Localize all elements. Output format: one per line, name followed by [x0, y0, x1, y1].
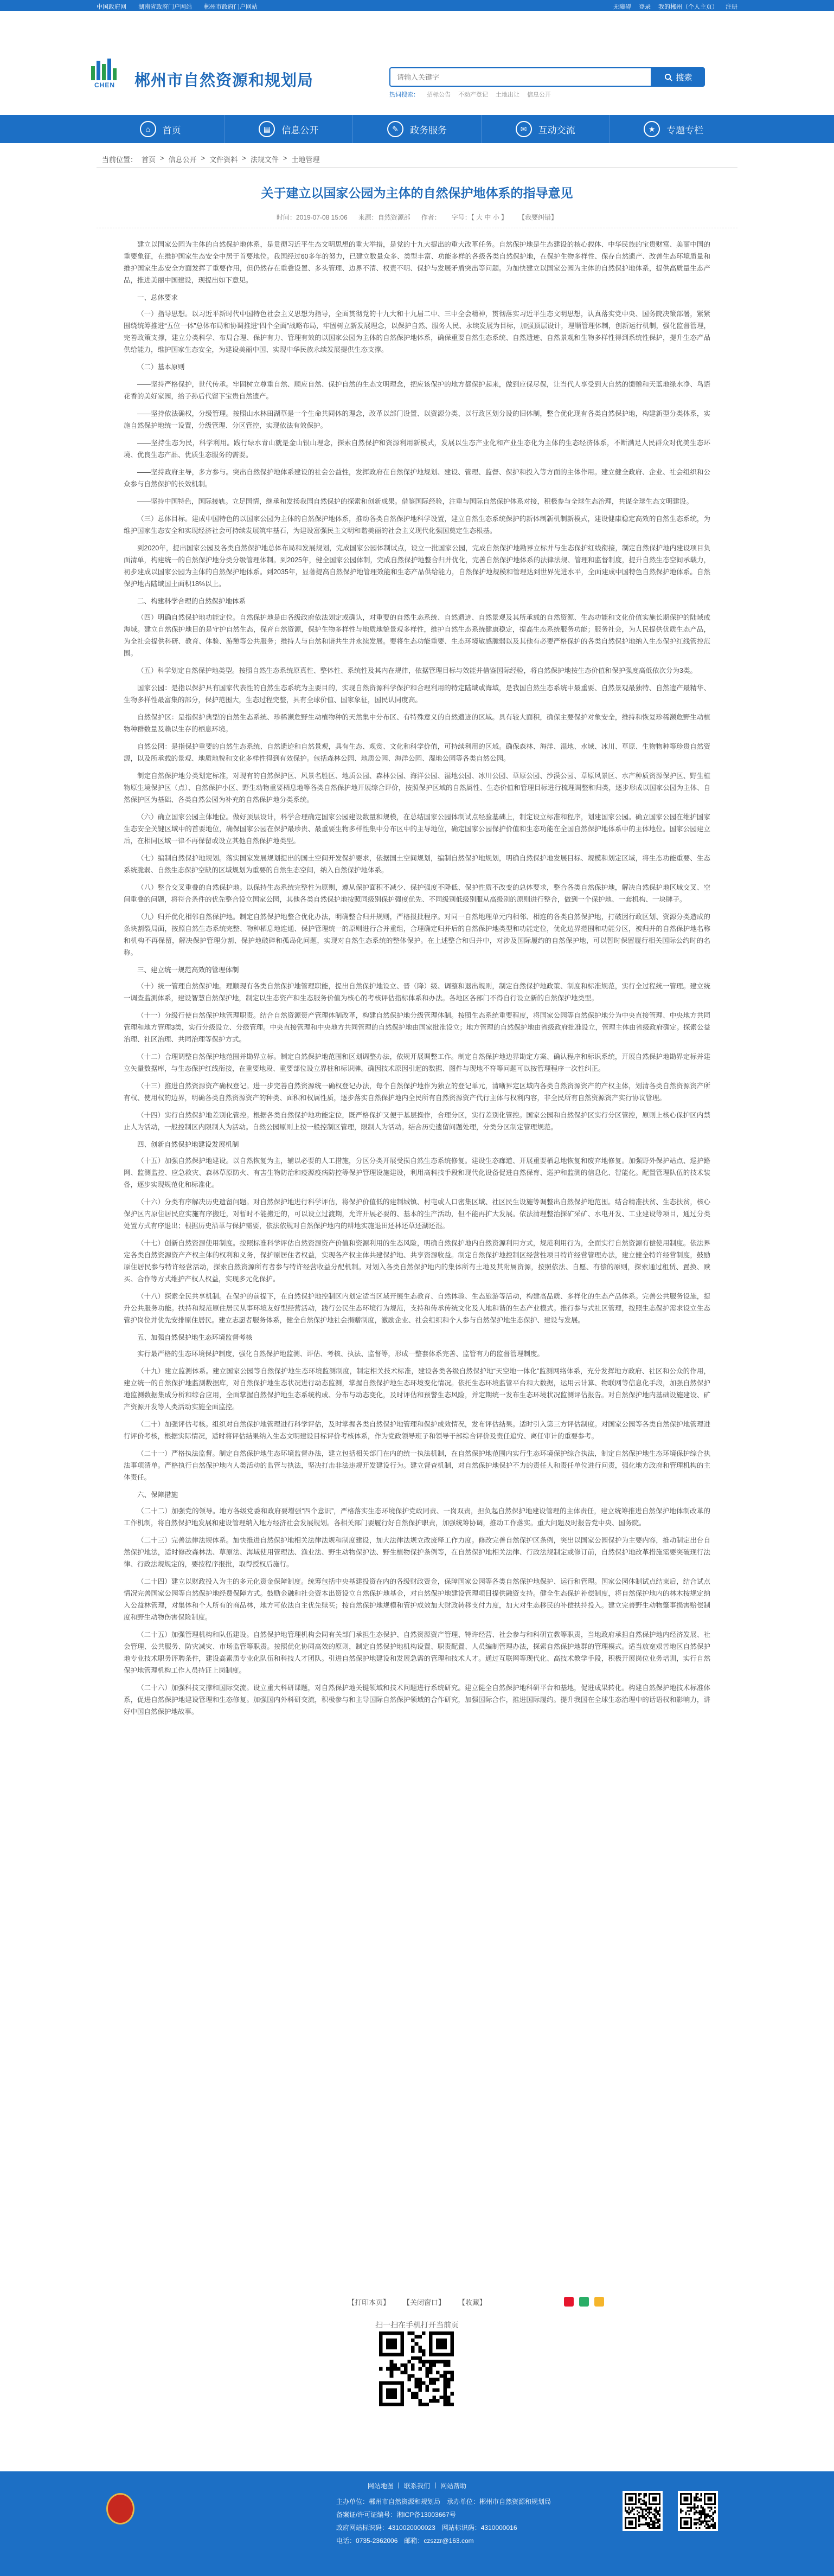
article-paragraph: 国家公园：是指以保护具有国家代表性的自然生态系统为主要目的，实现自然资源科学保护和合理利用的特定陆域或海域，是我国自然生态系统中最重要、自然景观最独特、自然遗产最精华、生物多样性最富集的部分，保护范围大，生态过程完整，具有全球价值、国家象征，国民认同度高。	[124, 684, 710, 704]
footer-link[interactable]: 网站帮助	[440, 2482, 467, 2490]
font-size-switch[interactable]: 字号：【 大 中 小 】	[451, 214, 508, 221]
nav-label: 专题专栏	[666, 125, 704, 136]
login-link[interactable]: 登录	[639, 4, 651, 10]
article-paragraph: （八）整合交叉重叠的自然保护地。以保持生态系统完整性为原则，遵从保护面积不减少、保护强度不降低、保护性质不改变的总体要求，整合各类自然保护地，解决自然保护地区域交叉、空间重叠的问题，将符合条件的优先整合设立国家公园，其他各类自然保护地按照同级别保护强度优先、不同级别低级别服从高级别的原则进行整合，做到一个保护地、一套机构、一块牌子。	[124, 884, 710, 903]
hot-word[interactable]: 信息公开	[527, 92, 551, 98]
article-paragraph: 实行最严格的生态环境保护制度，强化自然保护地监测、评估、考核、执法、监督等，形成一整套体系完善、监管有力的监督管理制度。	[137, 1350, 544, 1358]
site-logo[interactable]	[87, 54, 125, 93]
article-body	[124, 239, 710, 1723]
footer-link[interactable]: 网站地图	[367, 2482, 394, 2490]
article-paragraph: （二十二）加强党的领导。地方各级党委和政府要增强“四个意识”，严格落实生态环境保护党政同责、一岗双责，担负起自然保护地建设管理的主体责任，建立统筹推进自然保护地体制改革的工作机制，将自然保护地发展和建设管理纳入地方经济社会发展规划。各相关部门要履行好自然保护职责，加强统筹协调，推动工作落实。重大问题及时报告党中央、国务院。	[124, 1507, 710, 1527]
article-paragraph: ——坚持生态为民，科学利用。践行绿水青山就是金山银山理念，探索自然保护和资源利用新模式，发展以生态产业化和产业生态化为主体的生态经济体系，不断满足人民群众对优美生态环境、优良生态产品、优质生态服务的需要。	[124, 439, 710, 459]
footer-info-line: 备案证/许可证编号：湘ICP备13003667号	[336, 2511, 456, 2519]
author: 作者：	[421, 214, 441, 221]
section-heading: 一、总体要求	[137, 294, 178, 301]
top-left-links	[97, 2, 258, 11]
breadcrumb-label: 当前位置：	[102, 156, 138, 164]
article-paragraph: ——坚持严格保护，世代传承。牢固树立尊重自然、顺应自然、保护自然的生态文明理念，把应该保护的地方都保护起来，做到应保尽保，让当代人享受到大自然的馈赠和天蓝地绿水净、鸟语花香的美好家园，给子孙后代留下宝贵自然遗产。	[124, 381, 710, 400]
nav-label: 首页	[162, 125, 181, 136]
search-button-label: 搜索	[676, 73, 692, 82]
logo-text: CHEN	[94, 81, 116, 89]
weibo-qr-code	[678, 2491, 718, 2531]
main-nav	[0, 115, 834, 143]
article-paragraph: ——坚持中国特色，国际接轨。立足国情，继承和发扬我国自然保护的探索和创新成果。借鉴国际经验，注重与国际自然保护体系对接，积极参与全球生态治理，共谋全球生态文明建设。	[137, 498, 694, 505]
search-icon	[664, 73, 672, 81]
home-icon: ⌂	[140, 121, 156, 137]
article-paragraph: ——坚持政府主导，多方参与。突出自然保护地体系建设的社会公益性，发挥政府在自然保护地规划、建设、管理、监督、保护和投入等方面的主体作用。建立健全政府、企业、社会组织和公众参与自然保护的长效机制。	[124, 468, 710, 488]
article-paragraph: （二十五）加强管理机构和队伍建设。自然保护地管理机构会同有关部门承担生态保护、自然资源资产管理、特许经营、社会参与和科研宣教等职责，当地政府承担自然保护地内经济发展、社会管理、公共服务、防灾减灾、市场监管等职责。按照优化协同高效的原则，制定自然保护地机构设置、职责配置、人员编制管理办法，探索自然保护地群的管理模式。适当放宽艰苦地区自然保护地专业技术职务评聘条件，建设高素质专业化队伍和科技人才团队。引进自然保护地建设和发展急需的管理和技术人才。通过互联网等现代化、高技术教学手段，积极开展岗位业务培训，实行自然保护地管理机构工作人员持证上岗制度。	[124, 1631, 710, 1674]
top-link[interactable]: 中国政府网	[97, 4, 126, 10]
article-paragraph: （十九）建立监测体系。建立国家公园等自然保护地生态环境监测制度，制定相关技术标准，建设各类各级自然保护地“天空地一体化”监测网络体系，充分发挥地方政府、社区和公众的作用，建立统一的自然保护地监测数据库，对自然保护地生态状况进行动态监测，掌握自然保护地生态环境变化情况。依托生态环境监管平台和大数据，运用云计算、物联网等信息化手段，加强自然保护地监测数据集成分析和综合应用，全面掌握自然保护地生态系统构成、分布与动态变化，及时评估和预警生态风险，并定期统一发布生态环境状况监测评估报告。对自然保护地内基础设施建设、矿产资源开发等人类活动实施全面监控。	[124, 1367, 710, 1411]
share-qzone-icon[interactable]	[594, 2297, 604, 2307]
article-paragraph: （十）统一管理自然保护地。理顺现有各类自然保护地管理职能，提出自然保护地设立、晋（降）级、调整和退出规则，制定自然保护地政策、制度和标准规范，实行全过程统一管理。建立统一调查监测体系，建设智慧自然保护地，制定以生态资产和生态服务价值为核心的考核评估指标体系和办法。各地区各部门不得自行设立新的自然保护地类型。	[124, 982, 710, 1002]
site-title: 郴州市自然资源和规划局	[134, 72, 314, 89]
breadcrumb: 当前位置： 首页 > 信息公开 > 文件资料 > 法规文件 > 土地管理	[102, 154, 320, 164]
section-heading: 三、建立统一规范高效的管理体制	[137, 966, 239, 974]
article-paragraph: （二）基本原则	[137, 363, 185, 371]
breadcrumb-item[interactable]: 法规文件	[250, 156, 279, 164]
hot-word[interactable]: 招标公告	[427, 92, 451, 98]
article-paragraph: （十一）分级行使自然保护地管理职责。结合自然资源资产管理体制改革，构建自然保护地分级管理体制。按照生态系统重要程度，将国家公园等自然保护地分为中央直接管理、中央地方共同管理和地方管理3类，实行分级设立、分级管理。中央直接管理和中央地方共同管理的自然保护地由国家批准设立；地方管理的自然保护地由省级政府批准设立，管理主体由省级政府确定。探索公益治理、社区治理、共同治理等保护方式。	[124, 1012, 710, 1043]
nav-label: 信息公开	[281, 125, 319, 136]
footer-qr-codes	[623, 2491, 718, 2531]
search-input[interactable]	[390, 68, 651, 86]
report-error-link[interactable]: 【我要纠错】	[518, 214, 558, 221]
gov-emblem-icon[interactable]	[106, 2493, 134, 2524]
footer-info-line: 政府网站标识码：4310020000023 网站标识码：4310000016	[336, 2524, 517, 2532]
source: 来源：自然资源部	[358, 214, 410, 221]
section-heading: 二、构建科学合理的自然保护地体系	[137, 598, 246, 605]
accessibility-link[interactable]: 无障碍	[613, 4, 631, 10]
article-paragraph: （三）总体目标。建成中国特色的以国家公园为主体的自然保护地体系，推动各类自然保护地科学设置，建立自然生态系统保护的新体制新机制新模式，建设健康稳定高效的自然生态系统，为维护国家生态安全和实现经济社会可持续发展筑牢基石，为建设富强民主文明和谐美丽的社会主义现代化强国奠定生态根基。	[124, 515, 710, 535]
close-window-link[interactable]: 【关闭窗口】	[402, 2298, 445, 2307]
nav-label: 政务服务	[409, 125, 447, 136]
article-paragraph: （十八）探索全民共享机制。在保护的前提下，在自然保护地控制区内划定适当区域开展生态教育、自然体验、生态旅游等活动，构建高品质、多样化的生态产品体系。完善公共服务设施，提升公共服务功能。扶持和规范原住居民从事环境友好型经营活动，践行公民生态环境行为规范，支持和传承传统文化及人地和谐的生态产业模式。推行参与式社区管理，按照生态保护需求设立生态管护岗位并优先安排原住居民。建立志愿者服务体系，健全自然保护地社会捐赠制度，激励企业、社会组织和个人参与自然保护地生态保护、建设与发展。	[124, 1293, 710, 1324]
hot-word[interactable]: 土地出让	[496, 92, 519, 98]
footer-info	[336, 2495, 564, 2547]
article-paragraph: 自然公园：是指保护重要的自然生态系统、自然遗迹和自然景观，具有生态、观赏、文化和科学价值，可持续利用的区域。确保森林、海洋、湿地、水域、冰川、草原、生物物种等珍贵自然资源，以及所承载的景观、地质地貌和文化多样性得到有效保护。包括森林公园、地质公园、海洋公园、湿地公园等各类自然公园。	[124, 743, 710, 762]
article-paragraph: （十四）实行自然保护地差别化管控。根据各类自然保护地功能定位，既严格保护又便于基层操作，合理分区，实行差别化管控。国家公园和自然保护区实行分区管控，原则上核心保护区内禁止人为活动，一般控制区内限制人为活动。自然公园原则上按一般控制区管理，限制人为活动。结合历史遗留问题处理，分类分区制定管理规范。	[124, 1112, 710, 1131]
service-icon: ✎	[387, 121, 403, 137]
nav-special-topics[interactable]	[610, 115, 737, 143]
qr-caption: 扫一扫在手机打开当前页	[375, 2321, 459, 2329]
article-paragraph: （一）指导思想。以习近平新时代中国特色社会主义思想为指导，全面贯彻党的十九大和十九届二中、三中全会精神，贯彻落实习近平生态文明思想，认真落实党中央、国务院决策部署，紧紧围绕统筹推进“五位一体”总体布局和协调推进“四个全面”战略布局，牢固树立新发展理念，以保护自然、服务人民、永续发展为目标，加强顶层设计，理顺管理体制，创新运行机制，强化监督管理，完善政策支撑，建立分类科学、布局合理、保护有力、管理有效的以国家公园为主体的自然保护地体系，确保重要自然生态系统、自然遗迹、自然景观和生物多样性得到系统性保护，提升生态产品供给能力，维护国家生态安全，为建设美丽中国、实现中华民族永续发展提供生态支撑。	[124, 310, 710, 354]
share-weibo-icon[interactable]	[564, 2297, 574, 2307]
article-paragraph: （二十三）完善法律法规体系。加快推进自然保护地相关法律法规和制度建设，加大法律法规立改废释工作力度。修改完善自然保护区条例，突出以国家公园保护为主要内容，推动制定出台自然保护地法，适时修改森林法、草原法、海域使用管理法、渔业法、野生动物保护法、野生植物保护条例等，在自然保护地相关法律、行政法规制定或修订前，自然保护地改革措施需要突破现行法律、行政法规规定的，要按程序报批，取得授权后施行。	[124, 1537, 710, 1568]
breadcrumb-item[interactable]: 首页	[142, 156, 156, 164]
register-link[interactable]: 注册	[726, 4, 737, 10]
article-paragraph: （十六）分类有序解决历史遗留问题。对自然保护地进行科学评估，将保护价值低的建制城镇、村屯或人口密集区域、社区民生设施等调整出自然保护地范围。结合精准扶贫、生态扶贫，核心保护区内原住居民应实施有序搬迁，对暂时不能搬迁的，可以设立过渡期，允许开展必要的、基本的生产活动，但不能再扩大发展。依法清理整治探矿采矿、水电开发、工业建设等项目，通过分类处置方式有序退出；根据历史沿革与保护需要，依法依规对自然保护地内的耕地实施退田还林还草还湖还湿。	[124, 1198, 710, 1230]
article-paragraph: 制定自然保护地分类划定标准，对现有的自然保护区、风景名胜区、地质公园、森林公园、海洋公园、湿地公园、冰川公园、草原公园、沙漠公园、草原风景区、水产种质资源保护区、野生植物原生境保护区（点）、自然保护小区、野生动物重要栖息地等各类自然保护地开展综合评价，按照保护区域的自然属性、生态价值和管理目标进行梳理调整和归类，逐步形成以国家公园为主体、自然保护区为基础、各类自然公园为补充的自然保护地分类系统。	[124, 772, 710, 804]
article-paragraph: （十五）加强自然保护地建设。以自然恢复为主，辅以必要的人工措施，分区分类开展受损自然生态系统修复。建设生态廊道、开展重要栖息地恢复和废弃地修复。加强野外保护站点、巡护路网、监测监控、应急救灾、森林草原防火、有害生物防治和疫源疫病防控等保护管理设施建设，利用高科技手段和现代化设备促进自然保育、巡护和监测的信息化、智能化。配置管理队伍的技术装备，逐步实现规范化和标准化。	[124, 1157, 710, 1189]
nav-info-disclosure[interactable]	[225, 115, 354, 143]
article-paragraph: （十七）创新自然资源使用制度。按照标准科学评估自然资源资产价值和资源利用的生态风险，明确自然保护地内自然资源利用方式，规范利用行为，全面实行自然资源有偿使用制度。依法界定各类自然资源资产产权主体的权利和义务，保护原居住者权益，实现各产权主体共建保护地、共享资源收益。制定自然保护地控制区经营性项目特许经营管理办法，建立健全特许经营制度，鼓励原住居民参与特许经营活动，探索自然资源所有者参与特许经营收益分配机制。对划入各类自然保护地内的集体所有土地及其附属资源，按照依法、自愿、有偿的原则，探索通过租赁、置换、赎买、合作等方式维护产权人权益，实现多元化保护。	[124, 1239, 710, 1283]
article-paragraph: （七）编制自然保护地规划。落实国家发展规划提出的国土空间开发保护要求，依据国土空间规划，编制自然保护地规划，明确自然保护地发展目标、规模和划定区域，将生态功能重要、生态系统脆弱、自然生态保护空缺的区域规划为重要的自然生态空间，纳入自然保护地体系。	[124, 855, 710, 874]
document-icon: ▤	[259, 121, 275, 137]
footer-info-line: 电话：0735-2362006 邮箱：czszzr@163.com	[336, 2537, 474, 2545]
print-link[interactable]: 【打印本页】	[347, 2298, 390, 2307]
section-heading: 六、保障措施	[137, 1491, 178, 1499]
logo-emblem-icon	[90, 57, 118, 81]
article-title: 关于建立以国家公园为主体的自然保护地体系的指导意见	[261, 186, 573, 200]
divider	[97, 167, 737, 168]
article-paragraph: （六）确立国家公园主体地位。做好顶层设计，科学合理确定国家公园建设数量和规模，在总结国家公园体制试点经验基础上，制定设立标准和程序，划建国家公园。确立国家公园在维护国家生态安全关键区域中的首要地位，确保国家公园在保护最珍贵、最重要生物多样性集中分布区中的主导地位，确定国家公园保护价值和生态功能在全国自然保护地体系中的主体地位。国家公园建立后，在相同区域一律不再保留或设立其他自然保护地类型。	[124, 813, 710, 845]
nav-gov-service[interactable]	[353, 115, 482, 143]
footer-link[interactable]: 联系我们	[403, 2482, 430, 2490]
breadcrumb-item[interactable]: 信息公开	[168, 156, 197, 164]
hot-words	[389, 90, 551, 99]
breadcrumb-item[interactable]: 土地管理	[291, 156, 320, 164]
section-heading: 四、创新自然保护地建设发展机制	[137, 1141, 239, 1148]
search-button[interactable]	[652, 67, 705, 87]
article-actions	[97, 2297, 737, 2307]
article-paragraph: 自然保护区：是指保护典型的自然生态系统、珍稀濒危野生动植物种的天然集中分布区、有特殊意义的自然遗迹的区域。具有较大面积，确保主要保护对象安全，维持和恢复珍稀濒危野生动植物种群数量及赖以生存的栖息环境。	[124, 714, 710, 733]
share-wechat-icon[interactable]	[579, 2297, 589, 2307]
section-heading: 五、加强自然保护地生态环境监督考核	[137, 1334, 253, 1341]
article-paragraph: 到2020年，提出国家公园及各类自然保护地总体布局和发展规划，完成国家公园体制试点，设立一批国家公园，完成自然保护地勘界立标并与生态保护红线衔接，制定自然保护地内建设项目负面清单，构建统一的自然保护地分类分级管理体制。到2025年，健全国家公园体制，完成自然保护地整合归并优化，完善自然保护地体系的法律法规、管理和监督制度，提升自然生态空间承载力，初步建成以国家公园为主体的自然保护地体系。到2035年，显著提高自然保护地管理效能和生态产品供给能力，自然保护地规模和管理达到世界先进水平，全面建成中国特色自然保护地体系。自然保护地占陆域国土面积18%以上。	[124, 544, 710, 588]
my-page-link[interactable]: 我的郴州（个人主页）	[658, 4, 718, 10]
site-header	[0, 11, 834, 98]
top-link[interactable]: 湖南省政府门户网站	[138, 4, 192, 10]
article-paragraph: （四）明确自然保护地功能定位。自然保护地是由各级政府依法划定或确认，对重要的自然生态系统、自然遗迹、自然景观及其所承载的自然资源、生态功能和文化价值实施长期保护的陆域或海域。建立自然保护地目的是守护自然生态，保育自然资源，保护生物多样性与地质地貌景观多样性，维护自然生态系统健康稳定，提高生态系统服务功能；服务社会，为人民提供优质生态产品，为全社会提供科研、教育、体验、游憩等公共服务；维持人与自然和谐共生并永续发展。要将生态功能重要、生态环境敏感脆弱以及其他有必要严格保护的各类自然保护地纳入生态保护红线管控范围。	[124, 614, 710, 657]
article-paragraph: ——坚持依法确权，分级管理。按照山水林田湖草是一个生命共同体的理念，改革以部门设置、以资源分类、以行政区划分设的旧体制，整合优化现有各类自然保护地，构建新型分类体系，实施自然保护地统一设置，分级管理、分区管控，实现依法有效保护。	[124, 410, 710, 429]
article-paragraph: （十二）合理调整自然保护地范围并勘界立标。制定自然保护地范围和区划调整办法，依规开展调整工作。制定自然保护地边界勘定方案、确认程序和标识系统，开展自然保护地勘界定标并建立矢量数据库，与生态保护红线衔接，在重要地段、重要部位设立界桩和标识牌。确因技术原因引起的数据、图件与现地不符等问题可以按管理程序一次性纠正。	[124, 1053, 710, 1072]
article-paragraph: （五）科学划定自然保护地类型。按照自然生态系统原真性、整体性、系统性及其内在规律，依据管理目标与效能并借鉴国际经验，将自然保护地按生态价值和保护强度高低依次分为3类。	[137, 667, 697, 674]
wechat-qr-code	[623, 2491, 663, 2531]
article-paragraph: 建立以国家公园为主体的自然保护地体系，是贯彻习近平生态文明思想的重大举措，是党的十九大提出的重大改革任务。自然保护地是生态建设的核心载体、中华民族的宝贵财富、美丽中国的重要象征，在维护国家生态安全中居于首要地位。我国经过60多年的努力，已建立数量众多、类型丰富、功能多样的各级各类自然保护地，在保护生物多样性、保存自然遗产、改善生态环境质量和维护国家生态安全方面发挥了重要作用，但仍然存在重叠设置、多头管理、边界不清、权责不明、保护与发展矛盾突出等问题。为加快建立以国家公园为主体的自然保护地体系，提供高质量生态产品，推进美丽中国建设，现提出如下意见。	[124, 241, 710, 284]
footer-info-line: 主办单位：郴州市自然资源和规划局 承办单位：郴州市自然资源和规划局	[336, 2498, 551, 2506]
nav-home[interactable]	[97, 115, 225, 143]
bookmark-link[interactable]: 【收藏】	[458, 2298, 487, 2307]
nav-interaction[interactable]	[482, 115, 610, 143]
star-icon: ★	[644, 121, 660, 137]
share-buttons	[564, 2297, 604, 2307]
breadcrumb-item[interactable]: 文件资料	[209, 156, 238, 164]
article-paragraph: （二十）加强评估考核。组织对自然保护地管理进行科学评估，及时掌握各类自然保护地管理和保护成效情况，发布评估结果。适时引入第三方评估制度。对国家公园等各类自然保护地管理进行评价考核，根据实际情况，适时将评估结果纳入生态文明建设目标评价考核体系，作为党政领导班子和领导干部综合评价及责任追究、离任审计的重要参考。	[124, 1421, 710, 1440]
hot-word[interactable]: 不动产登记	[458, 92, 488, 98]
chat-icon: ✉	[516, 121, 532, 137]
article-paragraph: （二十六）加强科技支撑和国际交流。设立重大科研课题，对自然保护地关键领域和技术问题进行系统研究。建立健全自然保护地科研平台和基地，促进成果转化。构建自然保护地技术标准体系，促进自然保护地建设管理和生态修复。加强国内外科研交流，积极参与和主导国际自然保护领域的合作研究，加强国际合作，推进国际履约。提升我国在全球生态治理中的话语权和影响力，讲好中国自然保护地故事。	[124, 1684, 710, 1716]
top-link[interactable]: 郴州市政府门户网站	[204, 4, 258, 10]
hot-words-label: 热词搜索：	[389, 92, 419, 98]
top-utility-bar	[0, 0, 834, 11]
site-footer	[0, 2471, 834, 2576]
search-box	[389, 67, 652, 87]
publish-time: 时间：2019-07-08 15:06	[276, 214, 348, 221]
footer-links: 网站地图 | 联系我们 | 网站帮助	[367, 2481, 467, 2490]
top-right-links	[613, 2, 737, 11]
nav-label: 互动交流	[538, 125, 575, 136]
article-paragraph: （二十一）严格执法监督。制定自然保护地生态环境监督办法，建立包括相关部门在内的统一执法机制，在自然保护地范围内实行生态环境保护综合执法，制定自然保护地生态环境保护综合执法事项清单。严格执行自然保护地内人类活动的监管与执法，坚决打击非法违规开发建设行为。建立督查机制，对自然保护地保护不力的责任人和责任单位进行问责，强化地方政府和管理机构的主体责任。	[124, 1450, 710, 1481]
article-paragraph: （九）归并优化相邻自然保护地。制定自然保护地整合优化办法，明确整合归并规则，严格报批程序。对同一自然地理单元内相邻、相连的各类自然保护地，打破因行政区划、资源分类造成的条块割裂局面，按照自然生态系统完整、物种栖息地连通、保护管理统一的原则进行合并重组，合理确定归并后的自然保护地类型和功能定位，优化边界范围和功能分区，被归并的自然保护地名称和机构不再保留，解决保护管理分割、保护地破碎和孤岛化问题，实现对自然生态系统的整体保护。在上述整合和归并中，对涉及国际履约的自然保护地，可以暂时保留履行相关国际公约时的名称。	[124, 913, 710, 956]
article-paragraph: （十三）推进自然资源资产确权登记。进一步完善自然资源统一确权登记办法，每个自然保护地作为独立的登记单元，清晰界定区域内各类自然资源资产的产权主体，划清各类自然资源资产所有权、使用权的边界，明确各类自然资源资产的种类、面积和权属性质，逐步落实自然保护地内全民所有自然资源资产代行主体与权利内容，非全民所有自然资源资产实行协议管理。	[124, 1082, 710, 1102]
page-qr-code	[379, 2331, 454, 2406]
article-meta	[97, 213, 737, 222]
article-paragraph: （二十四）建立以财政投入为主的多元化资金保障制度。统筹包括中央基建投资在内的各级财政资金，保障国家公园等各类自然保护地保护、运行和管理。国家公园体制试点结束后，结合试点情况完善国家公园等自然保护地经费保障方式。鼓励金融和社会资本出资设立自然保护地基金，对自然保护地建设管理项目提供融资支持。健全生态保护补偿制度，将自然保护地内的林木按规定纳入公益林管理，对集体和个人所有的商品林，地方可依法自主优先赎买；按自然保护地规模和管护成效加大财政转移支付力度，加大对生态移民的补偿扶持投入。建立完善野生动物肇事损害赔偿制度和野生动物伤害保险制度。	[124, 1578, 710, 1621]
